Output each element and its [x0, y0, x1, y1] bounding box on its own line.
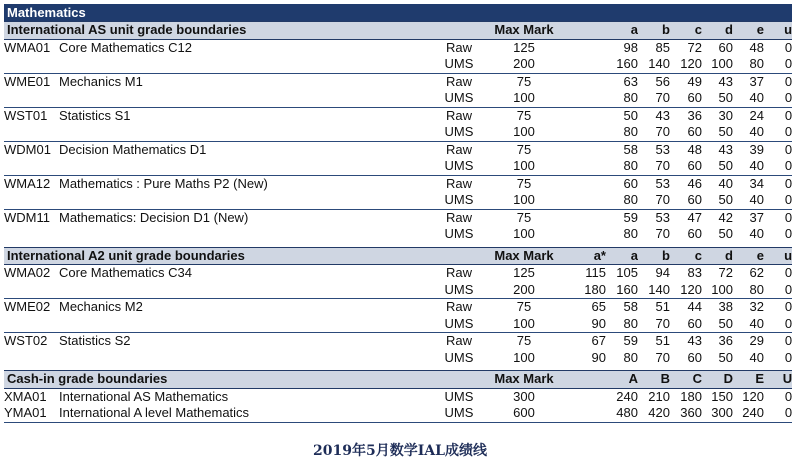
unit-code-blank	[4, 316, 59, 333]
grade-value: 70	[655, 226, 670, 242]
a2-section-header	[4, 247, 792, 265]
unit-name-blank	[59, 56, 434, 73]
grade-value: 140	[638, 282, 670, 299]
grade-value: 98	[623, 39, 638, 55]
grade-value: 63	[623, 73, 638, 89]
grade-blank	[564, 226, 606, 243]
unit-name: Core Mathematics C34	[59, 265, 192, 281]
grade-value: 0	[784, 73, 793, 89]
grade-value: 420	[638, 405, 670, 422]
unit-name: International AS Mathematics	[59, 388, 229, 404]
cashin-section-header	[4, 371, 792, 389]
grade-header: B	[638, 371, 670, 389]
mark-type: Raw	[445, 107, 472, 123]
grade-value: 115	[585, 265, 606, 281]
grade-boundaries-table	[4, 4, 792, 423]
grade-value: 53	[655, 209, 670, 225]
grade-value: 70	[655, 349, 670, 365]
grade-value: 90	[564, 316, 606, 333]
grade-value: 50	[702, 124, 733, 141]
grade-header-blank	[564, 22, 606, 40]
grade-value: 40	[718, 175, 733, 191]
unit-code-blank	[4, 124, 59, 141]
grade-value: 56	[655, 73, 670, 89]
grade-value: 59	[623, 209, 638, 225]
grade-header-blank	[564, 371, 606, 389]
mark-type: UMS	[434, 124, 484, 141]
table-row	[4, 265, 792, 282]
grade-value: 42	[718, 209, 733, 225]
grade-value: 50	[718, 226, 733, 242]
grade-value: 300	[702, 405, 733, 422]
grade-value: 0	[784, 175, 793, 191]
unit-code: WST01	[4, 107, 48, 123]
unit-code-blank	[4, 226, 59, 243]
grade-value: 70	[638, 158, 670, 175]
table-row	[4, 282, 792, 299]
max-mark: 100	[513, 349, 535, 365]
grade-value: 60	[687, 226, 702, 242]
max-mark: 300	[513, 388, 535, 404]
mark-type: UMS	[434, 405, 484, 422]
unit-name-blank	[59, 350, 434, 367]
grade-value: 48	[687, 141, 702, 157]
grade-value: 100	[702, 56, 733, 73]
table-row	[4, 141, 792, 158]
grade-blank	[564, 73, 606, 90]
grade-value: 32	[749, 299, 764, 315]
grade-value: 40	[733, 124, 764, 141]
unit-name: Mechanics M2	[59, 299, 143, 315]
max-mark: 200	[484, 56, 564, 73]
unit-name-blank	[59, 90, 434, 107]
mark-type: UMS	[434, 316, 484, 333]
max-mark: 75	[516, 333, 532, 349]
grade-value: 40	[733, 158, 764, 175]
grade-value: 0	[764, 90, 792, 107]
grade-value: 67	[591, 333, 606, 349]
grade-value: 47	[687, 209, 702, 225]
grade-value: 70	[638, 124, 670, 141]
grade-header: u	[764, 247, 792, 265]
grade-header: d	[702, 22, 733, 40]
max-mark: 100	[484, 124, 564, 141]
grade-value: 60	[718, 39, 733, 55]
mark-type: Raw	[445, 141, 472, 157]
grade-value: 40	[733, 316, 764, 333]
grade-value: 36	[687, 107, 702, 123]
grade-header: a*	[564, 247, 606, 265]
grade-value: 0	[784, 333, 793, 349]
table-body	[4, 4, 792, 422]
unit-name: Core Mathematics C12	[59, 39, 192, 55]
grade-value: 39	[749, 141, 764, 157]
grade-value: 43	[687, 333, 702, 349]
grade-header: C	[670, 371, 702, 389]
grade-header: a	[606, 247, 638, 265]
grade-header: U	[764, 371, 792, 389]
caption: 2019年5月数学IAL成绩线	[313, 443, 487, 459]
unit-code: YMA01	[4, 405, 59, 422]
max-mark: 75	[516, 299, 532, 315]
grade-value: 100	[702, 282, 733, 299]
grade-value: 40	[733, 90, 764, 107]
grade-blank	[564, 90, 606, 107]
mark-type: UMS	[444, 349, 474, 365]
max-mark: 75	[516, 209, 532, 225]
grade-header: b	[638, 247, 670, 265]
grade-value: 180	[680, 388, 702, 404]
grade-header: d	[702, 247, 733, 265]
table-row	[4, 350, 792, 367]
table-row	[4, 39, 792, 56]
mark-type: Raw	[445, 39, 472, 55]
grade-value: 40	[749, 226, 764, 242]
max-mark: 75	[516, 107, 532, 123]
unit-code: WME02	[4, 299, 51, 315]
grade-value: 480	[606, 405, 638, 422]
grade-value: 58	[623, 299, 638, 315]
table-row	[4, 299, 792, 316]
grade-blank	[564, 107, 606, 124]
grade-blank	[564, 388, 606, 405]
table-row	[4, 192, 792, 209]
grade-value: 105	[616, 265, 638, 281]
as-section-header	[4, 22, 792, 40]
table-row	[4, 158, 792, 175]
grade-value: 90	[591, 349, 606, 365]
grade-value: 150	[711, 388, 733, 404]
grade-value: 80	[606, 90, 638, 107]
table-row	[4, 175, 792, 192]
unit-code-blank	[4, 282, 59, 299]
grade-value: 60	[670, 124, 702, 141]
unit-name: International A level Mathematics	[59, 405, 434, 422]
grade-value: 0	[764, 124, 792, 141]
mark-type: UMS	[434, 90, 484, 107]
grade-header: b	[638, 22, 670, 40]
max-mark: 100	[513, 226, 535, 242]
grade-header: D	[702, 371, 733, 389]
grade-blank	[564, 141, 606, 158]
grade-value: 80	[606, 158, 638, 175]
grade-value: 37	[749, 73, 764, 89]
grade-value: 140	[638, 56, 670, 73]
grade-value: 120	[670, 282, 702, 299]
grade-value: 0	[784, 265, 793, 281]
max-mark: 75	[516, 175, 532, 191]
grade-blank	[564, 192, 606, 209]
grade-value: 160	[606, 56, 638, 73]
mark-type: Raw	[445, 209, 472, 225]
grade-value: 60	[670, 158, 702, 175]
grade-value: 0	[764, 282, 792, 299]
grade-value: 48	[749, 39, 764, 55]
grade-blank	[564, 158, 606, 175]
grade-value: 60	[670, 316, 702, 333]
section-heading: Cash-in grade boundaries	[4, 371, 484, 389]
unit-code: WST02	[4, 333, 48, 349]
mark-type: Raw	[445, 299, 472, 315]
grade-value: 62	[749, 265, 764, 281]
grade-value: 53	[655, 175, 670, 191]
grade-value: 50	[702, 90, 733, 107]
grade-value: 37	[749, 209, 764, 225]
grade-value: 120	[670, 56, 702, 73]
page-title: Mathematics	[4, 4, 792, 22]
grade-value: 40	[733, 192, 764, 209]
grade-header: c	[670, 22, 702, 40]
unit-name-blank	[59, 192, 434, 209]
table-row	[4, 73, 792, 90]
max-mark-header: Max Mark	[484, 371, 564, 389]
grade-value: 44	[687, 299, 702, 315]
grade-value: 51	[655, 299, 670, 315]
grade-value: 30	[718, 107, 733, 123]
grade-blank	[564, 56, 606, 73]
unit-name-blank	[59, 316, 434, 333]
mark-type: Raw	[445, 333, 472, 349]
grade-header: a	[606, 22, 638, 40]
mark-type: UMS	[434, 192, 484, 209]
max-mark: 75	[516, 73, 532, 89]
table-row	[4, 226, 792, 243]
grade-value: 0	[784, 226, 793, 242]
grade-value: 43	[718, 141, 733, 157]
grade-value: 51	[655, 333, 670, 349]
grade-value: 160	[606, 282, 638, 299]
table-row	[4, 56, 792, 73]
mark-type: Raw	[445, 265, 472, 281]
table-row	[4, 316, 792, 333]
grade-value: 70	[638, 90, 670, 107]
grade-value: 120	[742, 388, 764, 404]
grade-value: 0	[784, 141, 793, 157]
table-row	[4, 405, 792, 422]
grade-value: 80	[606, 316, 638, 333]
grade-value: 180	[564, 282, 606, 299]
unit-code: WME01	[4, 73, 51, 89]
mark-type: UMS	[434, 158, 484, 175]
grade-value: 60	[623, 175, 638, 191]
max-mark: 100	[484, 158, 564, 175]
unit-name: Statistics S1	[59, 107, 131, 123]
max-mark-header: Max Mark	[484, 22, 564, 40]
grade-value: 70	[638, 192, 670, 209]
grade-value: 24	[749, 107, 764, 123]
unit-name-blank	[59, 158, 434, 175]
grade-value: 70	[638, 316, 670, 333]
grade-value: 50	[718, 349, 733, 365]
grade-header: A	[606, 371, 638, 389]
unit-name: Mathematics: Decision D1 (New)	[59, 209, 249, 225]
unit-name: Mechanics M1	[59, 73, 143, 89]
grade-value: 240	[616, 388, 638, 404]
grade-value: 65	[591, 299, 606, 315]
grade-value: 36	[718, 333, 733, 349]
section-heading: International AS unit grade boundaries	[4, 22, 484, 40]
mark-type: UMS	[434, 56, 484, 73]
grade-blank	[564, 39, 606, 56]
grade-value: 80	[623, 226, 638, 242]
grade-blank	[564, 209, 606, 226]
grade-value: 0	[784, 39, 793, 55]
grade-value: 60	[670, 90, 702, 107]
grade-value: 94	[655, 265, 670, 281]
grade-value: 43	[655, 107, 670, 123]
unit-name-blank	[59, 226, 434, 243]
max-mark: 125	[513, 265, 535, 281]
grade-value: 50	[702, 316, 733, 333]
grade-value: 46	[687, 175, 702, 191]
max-mark: 100	[484, 90, 564, 107]
grade-value: 72	[718, 265, 733, 281]
grade-value: 58	[623, 141, 638, 157]
max-mark: 200	[484, 282, 564, 299]
grade-value: 50	[702, 192, 733, 209]
grade-header: e	[733, 247, 764, 265]
grade-value: 53	[655, 141, 670, 157]
grade-value: 0	[764, 405, 792, 422]
grade-value: 85	[655, 39, 670, 55]
mark-type: UMS	[434, 282, 484, 299]
grade-value: 80	[606, 124, 638, 141]
unit-name: Mathematics : Pure Maths P2 (New)	[59, 175, 268, 191]
max-mark: 100	[484, 192, 564, 209]
unit-name-blank	[59, 282, 434, 299]
grade-value: 80	[606, 192, 638, 209]
unit-name-blank	[59, 124, 434, 141]
unit-code: WMA02	[4, 265, 51, 281]
unit-code-blank	[4, 90, 59, 107]
grade-value: 38	[718, 299, 733, 315]
grade-header: e	[733, 22, 764, 40]
max-mark-header: Max Mark	[484, 247, 564, 265]
max-mark: 75	[516, 141, 532, 157]
grade-header: c	[670, 247, 702, 265]
mark-type: Raw	[445, 175, 472, 191]
max-mark: 600	[484, 405, 564, 422]
table-row	[4, 333, 792, 350]
grade-value: 210	[648, 388, 670, 404]
grade-value: 0	[784, 209, 793, 225]
grade-header: E	[733, 371, 764, 389]
grade-value: 60	[670, 192, 702, 209]
grade-value: 0	[784, 349, 793, 365]
grade-blank	[564, 175, 606, 192]
grade-value: 83	[687, 265, 702, 281]
grade-value: 0	[784, 299, 793, 315]
section-heading: International A2 unit grade boundaries	[4, 247, 484, 265]
mark-type: Raw	[445, 73, 472, 89]
grade-value: 34	[749, 175, 764, 191]
table-row	[4, 107, 792, 124]
grade-value: 72	[687, 39, 702, 55]
grade-header: u	[764, 22, 792, 40]
table-row	[4, 209, 792, 226]
grade-blank	[564, 124, 606, 141]
grade-value: 50	[623, 107, 638, 123]
unit-code: XMA01	[4, 388, 47, 404]
title-row	[4, 4, 792, 22]
unit-name: Decision Mathematics D1	[59, 141, 207, 157]
unit-code: WDM01	[4, 141, 51, 157]
unit-code-blank	[4, 158, 59, 175]
max-mark: 125	[513, 39, 535, 55]
grade-value: 0	[764, 56, 792, 73]
grade-value: 0	[784, 107, 793, 123]
table-row	[4, 388, 792, 405]
grade-value: 60	[687, 349, 702, 365]
unit-code: WMA12	[4, 175, 51, 191]
grade-value: 0	[764, 192, 792, 209]
unit-code: WMA01	[4, 39, 51, 55]
unit-code-blank	[4, 192, 59, 209]
grade-value: 80	[733, 56, 764, 73]
grade-value: 43	[718, 73, 733, 89]
table-row	[4, 90, 792, 107]
grade-value: 0	[764, 316, 792, 333]
grade-value: 49	[687, 73, 702, 89]
grade-value: 240	[733, 405, 764, 422]
grade-value: 80	[733, 282, 764, 299]
max-mark: 100	[484, 316, 564, 333]
mark-type: UMS	[444, 226, 474, 242]
grade-value: 0	[764, 158, 792, 175]
grade-value: 0	[784, 388, 793, 404]
grade-value: 50	[702, 158, 733, 175]
unit-code: WDM11	[4, 209, 50, 225]
unit-code-blank	[4, 56, 59, 73]
mark-type: UMS	[444, 388, 474, 404]
grade-value: 40	[749, 349, 764, 365]
grade-value: 80	[623, 349, 638, 365]
grade-value: 360	[670, 405, 702, 422]
unit-code-blank	[4, 350, 59, 367]
grade-value: 59	[623, 333, 638, 349]
grade-blank	[564, 405, 606, 422]
table-row	[4, 124, 792, 141]
unit-name: Statistics S2	[59, 333, 131, 349]
grade-value: 29	[749, 333, 764, 349]
